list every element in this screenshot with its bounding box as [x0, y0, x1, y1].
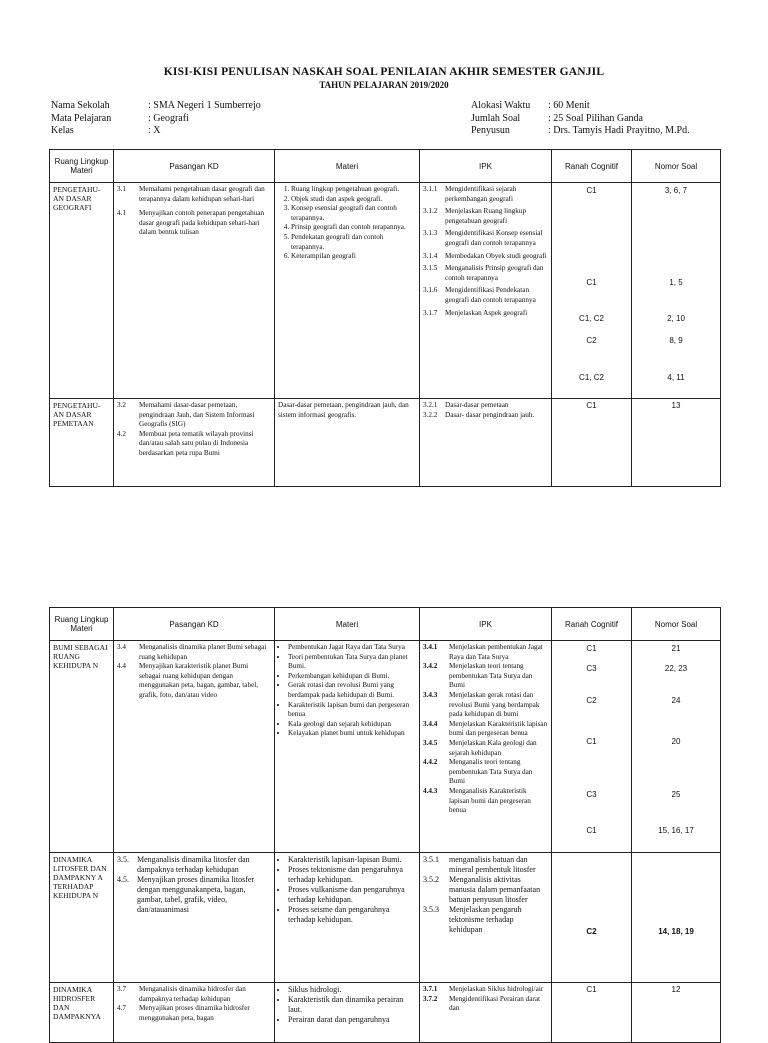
scope-cell: DINAMIKA HIDROSFER DAN DAMPAKNYA [50, 983, 114, 1043]
list-item: • Karakteristik lapisan-lapisan Bumi. [288, 855, 416, 865]
table-row [50, 983, 721, 1043]
meta-value: : 25 Soal Pilihan Ganda [548, 112, 643, 124]
list-item: • Proses seisme dan pengaruhnya terhadap kehidupan. [288, 905, 416, 925]
list-item: 6. Keterampilan geografi [291, 252, 416, 262]
list-item: 4. Prinsip geografi dan contoh terapannya. [291, 223, 416, 233]
table-row [50, 183, 721, 399]
list-item: • Gerak rotasi dan revolusi Bumi yang berdampak pada kehidupan di Bumi. [288, 681, 416, 700]
document-subtitle: TAHUN PELAJARAN 2019/2020 [319, 80, 449, 90]
list-item: • Teori pembentukan Tata Surya dan planet Bumi. [288, 653, 416, 672]
list-item: 5. Pendekatan geografi dan contoh terapannya. [291, 233, 416, 252]
ipk-cell: 3.2.1 Dasar-dasar pemetaan 3.2.2 Dasar- dasar pengindraan jauh. [420, 399, 552, 487]
meta-label: Jumlah Soal [471, 112, 521, 124]
kisi-kisi-table-1 [49, 149, 721, 487]
col-header-nomor: Nomor Soal [632, 608, 721, 641]
col-header-nomor: Nomor Soal [632, 150, 721, 183]
meta-label: Alokasi Waktu [471, 100, 531, 111]
kd-cell: 3.4 Menganalisis dinamika planet Bumi sebagai ruang kehidupan 4.4 Menyajikan karakteristik planet Bumi sebagai ruang kehidupan dengan menggunakan peta, bagan, gambar, tabel, grafik, foto, dan/atau video [114, 641, 275, 853]
col-header-ranah: Ranah Cognitif [552, 608, 632, 641]
kd-cell: 3.5. Menganalisis dinamika litosfer dan dampaknya terhadap kehidupan 4.5. Menyajikan proses dinamika litosfer dengan menggunakanpeta, bagan, gambar, tabel, grafik, video, dan/atauanimasi [114, 853, 275, 983]
materi-cell [275, 853, 420, 983]
list-item: • Siklus hidrologi. [288, 985, 416, 995]
ranah-cell: C1 C1 C1, C2 C2 C1, C2 [552, 183, 632, 399]
scope-cell: PENGETAHU-AN DASAR GEOGRAFI [50, 183, 114, 399]
table-header-row [50, 150, 721, 183]
ipk-cell: 3.7.1 Menjelaskan Siklus hidrologi/air 3.7.2 Mengidentifikasi Perairan darat dan [420, 983, 552, 1043]
nomor-cell: 12 [632, 983, 721, 1043]
table-row [50, 399, 721, 487]
nomor-cell: 14, 18, 19 [632, 853, 721, 983]
list-item: 3. Konsep esensial geografi dan contoh terapannya. [291, 204, 416, 223]
col-header-ipk: IPK [420, 608, 552, 641]
nomor-cell: 21 22, 23 24 20 25 15, 16, 17 [632, 641, 721, 853]
meta-value: : Drs. Tamyis Hadi Prayitno, M.Pd. [548, 125, 690, 136]
list-item: • Kala geologi dan sejarah kehidupan [288, 720, 416, 730]
scope-cell: PENGETAHU-AN DASAR PEMETAAN [50, 399, 114, 487]
nomor-cell: 3, 6, 7 1, 5 2, 10 8, 9 4, 11 [632, 183, 721, 399]
meta-label: Nama Sekolah [51, 100, 110, 111]
ranah-cell: C1 [552, 983, 632, 1043]
materi-cell [275, 641, 420, 853]
list-item: • Pembentukan Jagat Raya dan Tata Surya [288, 643, 416, 653]
col-header-scope: Ruang Lingkup Materi [50, 608, 114, 641]
list-item: • Proses vulkanisme dan pengaruhnya terhadap kehidupan. [288, 885, 416, 905]
list-item: • Perairan darat dan pengaruhnya [288, 1015, 416, 1025]
list-item: 2. Objek studi dan aspek geografi. [291, 195, 416, 205]
ipk-cell: 3.1.1 Mengidentifikasi sejarah perkembangan geografi 3.1.2 Menjelaskan Ruang lingkup pengetahuan geografi 3.1.3 Mengidentifikasi Konsep esensial geografi dan contoh terapannya 3.1.4 Membedakan Obyek studi geografi 3.1.5 Menganalisis Prinsip geografi dan contoh terapannya 3.1.6 Mengidentifikasi Pendekatan geografi dan contoh terapannya 3.1.7 Menjelaskan Aspek geografi [420, 183, 552, 399]
col-header-kd: Pasangan KD [114, 150, 275, 183]
list-item: • Proses tektonisme dan pengaruhnya terhadap kehidupan. [288, 865, 416, 885]
col-header-scope: Ruang Lingkup Materi [50, 150, 114, 183]
ranah-cell: C1 C3 C2 C1 C3 C1 [552, 641, 632, 853]
list-item: • Karakteristik lapisan bumi dan pergeseran benua [288, 701, 416, 720]
table-row [50, 641, 721, 853]
materi-cell: Dasar-dasar pemetaan, pengindraan jauh, dan sistem informasi geografis. [275, 399, 420, 487]
kisi-kisi-table-2 [49, 607, 721, 1043]
meta-value: : X [148, 125, 161, 136]
ipk-cell: 3.5.1 menganalisis batuan dan mineral pembentuk litosfer 3.5.2 Menganalisis aktivitas manusia dalam pemanfaatan batuan penyusun litosfer 3.5.3 Menjelaskan pengaruh tektonisme terhadap kehidupan [420, 853, 552, 983]
meta-label: Penyusun [471, 125, 510, 136]
col-header-kd: Pasangan KD [114, 608, 275, 641]
scope-cell: BUMI SEBAGAI RUANG KEHIDUPA N [50, 641, 114, 853]
kd-cell: 3.2 Memahami dasar-dasar pemetaan, pengindraan Jauh, dan Sistem Informasi Geografis (SIG) 4.2 Membuat peta tematik wilayah provinsi dan/atau salah satu pulau di Indonesia berdasarkan peta rupa Bumi [114, 399, 275, 487]
list-item: • Karakteristik dan dinamika perairan laut. [288, 995, 416, 1015]
col-header-ranah: Ranah Cognitif [552, 150, 632, 183]
list-item: 1. Ruang lingkup pengetahuan geografi. [291, 185, 416, 195]
col-header-materi: Materi [275, 150, 420, 183]
list-item: • Perkembangan kehidupan di Bumi. [288, 672, 416, 682]
list-item: • Kelayakan planet bumi untuk kehidupan [288, 729, 416, 739]
meta-value: : 60 Menit [548, 100, 590, 111]
meta-left [51, 100, 261, 138]
ranah-cell: C1 [552, 399, 632, 487]
meta-value: : Geografi [148, 112, 189, 124]
meta-right [471, 100, 690, 138]
col-header-materi: Materi [275, 608, 420, 641]
meta-label: Mata Pelajaran [51, 112, 112, 124]
nomor-cell: 13 [632, 399, 721, 487]
kd-cell: 3.1 Memahami pengetahuan dasar geografi dan terapannya dalam kehidupan sehari-hari 4.1 Menyajikan contoh penerapan pengetahuan dasar geografi pada kehidupan sehari-hari dalam bentuk tulisan [114, 183, 275, 399]
ipk-cell: 3.4.1 Menjelaskan pembentukan Jagat Raya dan Tata Surya 3.4.2 Menjelaskan teori tentang pembentukan Tata Surya dan Bumi 3.4.3 Menjelaskan gerak rotasi dan revolusi Bumi yang berdampak pada kehidupan di bumi 3.4.4 Menjelaskan Karakteristik lapisan bumi dan pergeseran benua 3.4.5 Menjelaskan Kala geologi dan sejarah kehidupan 4.4.2 Menganalis teori tentang pembentukan Tata Surya dan Bumi 4.4.3 Menganalisis Karakteristik lapisan bumi dan pergeseran benua [420, 641, 552, 853]
materi-cell [275, 183, 420, 399]
document-title: KISI-KISI PENULISAN NASKAH SOAL PENILAIAN AKHIR SEMESTER GANJIL [163, 66, 605, 78]
col-header-ipk: IPK [420, 150, 552, 183]
table-header-row [50, 608, 721, 641]
kd-cell: 3.7 Menganalisis dinamika hidrosfer dan dampaknya terhadap kehidupan 4.7 Menyajikan proses dinamika hidrosfer menggunakan peta, bagan [114, 983, 275, 1043]
meta-label: Kelas [51, 125, 74, 136]
table-row [50, 853, 721, 983]
materi-cell [275, 983, 420, 1043]
meta-value: : SMA Negeri 1 Sumberrejo [148, 100, 261, 111]
scope-cell: DINAMIKA LITOSFER DAN DAMPAKNY A TERHADAP KEHIDUPA N [50, 853, 114, 983]
ranah-cell: C2 [552, 853, 632, 983]
